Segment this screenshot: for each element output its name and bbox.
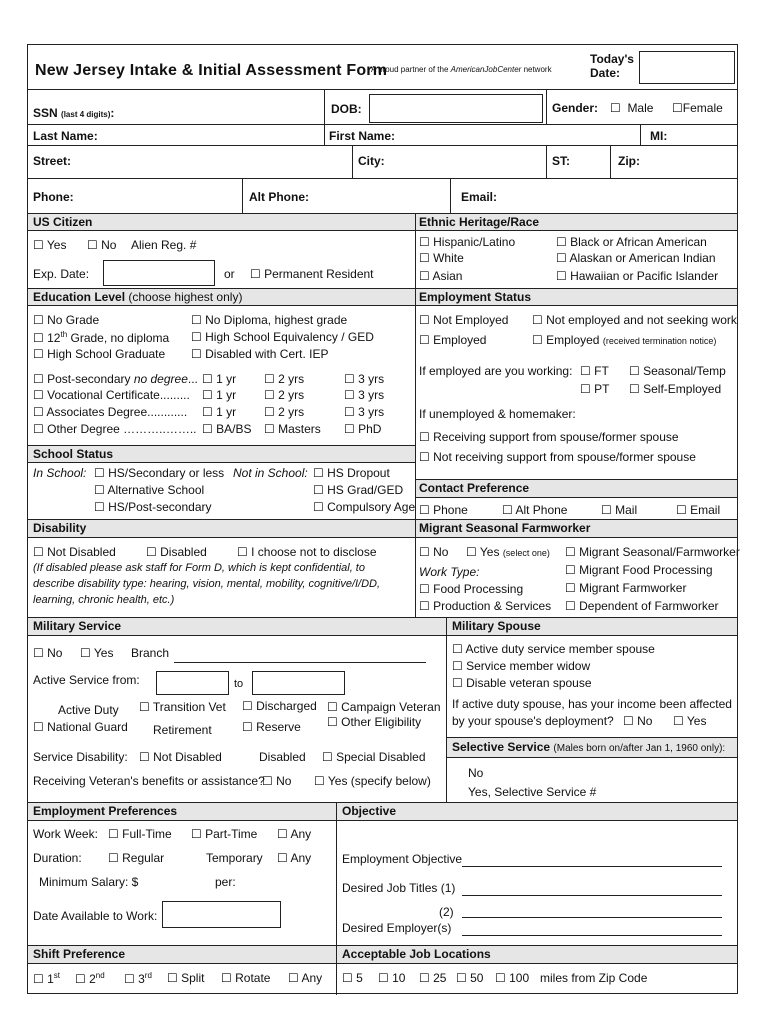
permanent-resident-checkbox[interactable]: ☐ Permanent Resident	[250, 267, 374, 281]
disability-note-1: (If disabled please ask staff for Form D, which is kept confidential, to	[33, 562, 365, 574]
not-in-school-label: Not in School:	[233, 466, 308, 480]
edu-vocational-label: ☐ Vocational Certificate.........	[33, 388, 190, 402]
service-disability-label: Service Disability:	[33, 750, 128, 764]
emp-not-seeking-checkbox[interactable]: ☐ Not employed and not seeking work	[532, 313, 737, 327]
job-title-2-line[interactable]	[462, 917, 722, 918]
mil-special-disabled-checkbox[interactable]: ☐ Special Disabled	[322, 750, 426, 764]
shift-rotate-checkbox[interactable]: ☐ Rotate	[221, 971, 271, 985]
first-name-label: First Name:	[329, 129, 396, 143]
school-compulsory-checkbox[interactable]: ☐ Compulsory Age	[313, 500, 416, 514]
edu-assoc-3yr-checkbox[interactable]: ☐ 3 yrs	[344, 405, 385, 419]
msfw-migrant-farmworker-checkbox[interactable]: ☐ Migrant Farmworker	[565, 581, 687, 595]
branch-line[interactable]	[174, 662, 426, 663]
msfw-no-checkbox[interactable]: ☐ No	[419, 545, 449, 559]
edu-post-2yr-checkbox[interactable]: ☐ 2 yrs	[264, 372, 305, 386]
spouse-active-checkbox[interactable]: ☐ Active duty service member spouse	[452, 642, 655, 656]
active-from-field[interactable]	[156, 671, 229, 695]
american-job-center-logo: AmericanJobCenter	[450, 65, 522, 74]
msfw-food-checkbox[interactable]: ☐ Food Processing	[419, 582, 524, 596]
zip-label: Zip:	[618, 154, 640, 168]
edu-phd-checkbox[interactable]: ☐ PhD	[344, 422, 382, 436]
contact-mail-checkbox[interactable]: ☐ Mail	[601, 503, 638, 517]
if-working-label: If employed are you working:	[419, 364, 573, 378]
dob-field[interactable]	[369, 94, 543, 123]
job-title-1-line[interactable]	[462, 895, 722, 896]
spouse-yes-checkbox[interactable]: ☐ Yes	[673, 714, 707, 728]
job-title-2-label: (2)	[439, 905, 454, 919]
school-hs-post-checkbox[interactable]: ☐ HS/Post-secondary	[94, 500, 212, 514]
selective-header: Selective Service (Males born on/after Jan 1, 1960 only):	[452, 740, 726, 754]
msfw-yes-checkbox[interactable]: ☐ Yes (select one)	[466, 545, 550, 559]
edu-no-diploma-checkbox[interactable]: ☐ No Diploma, highest grade	[191, 313, 348, 327]
mi-label: MI:	[650, 129, 668, 143]
disability-note-2: describe disability type: hearing, vision, mental, mobility, cognitive/I/DD,	[33, 578, 381, 590]
desired-employers-line[interactable]	[462, 935, 722, 936]
school-hs-secondary-checkbox[interactable]: ☐ HS/Secondary or less	[94, 466, 225, 480]
edu-12th-grade-checkbox[interactable]: ☐ 12th Grade, no diploma	[33, 330, 170, 345]
us-citizen-header: US Citizen	[33, 215, 93, 229]
shift-2nd-checkbox[interactable]: ☐ 2nd	[75, 971, 105, 986]
school-header: School Status	[33, 447, 114, 461]
emp-pt-checkbox[interactable]: ☐ PT	[580, 382, 610, 396]
exp-date-label: Exp. Date:	[33, 267, 90, 281]
mil-national-guard-checkbox[interactable]: ☐ National Guard	[33, 720, 128, 734]
mil-transition-checkbox[interactable]: ☐ Transition Vet	[139, 700, 226, 714]
pref-part-time-checkbox[interactable]: ☐ Part-Time	[191, 827, 258, 841]
contact-header: Contact Preference	[419, 481, 530, 495]
edu-voc-2yr-checkbox[interactable]: ☐ 2 yrs	[264, 388, 305, 402]
in-school-label: In School:	[33, 466, 87, 480]
emp-not-employed-checkbox[interactable]: ☐ Not Employed	[419, 313, 509, 327]
emp-self-employed-checkbox[interactable]: ☐ Self-Employed	[629, 382, 722, 396]
edu-babs-checkbox[interactable]: ☐ BA/BS	[202, 422, 252, 436]
todays-date-field[interactable]	[639, 51, 735, 84]
ethnic-asian-checkbox[interactable]: ☐ Asian	[419, 269, 463, 283]
contact-phone-checkbox[interactable]: ☐ Phone	[419, 503, 468, 517]
gender-female-checkbox[interactable]: ☐Female	[672, 101, 723, 115]
disability-note-3: learning, chronic health, etc.)	[33, 594, 175, 606]
loc-100-checkbox[interactable]: ☐ 100	[495, 971, 530, 985]
objective-header: Objective	[342, 804, 397, 818]
ethnic-header: Ethnic Heritage/Race	[419, 215, 540, 229]
form-title: New Jersey Intake & Initial Assessment Form	[35, 62, 388, 79]
date-available-label: Date Available to Work:	[33, 909, 158, 923]
objective-bar	[336, 802, 737, 820]
to-label: to	[234, 678, 244, 690]
edu-assoc-1yr-checkbox[interactable]: ☐ 1 yr	[202, 405, 237, 419]
ethnic-alaskan-checkbox[interactable]: ☐ Alaskan or American Indian	[556, 251, 716, 265]
edu-voc-3yr-checkbox[interactable]: ☐ 3 yrs	[344, 388, 385, 402]
ethnic-hispanic-checkbox[interactable]: ☐ Hispanic/Latino	[419, 235, 516, 249]
todays-date-label: Today's Date:	[590, 52, 634, 80]
contact-alt-phone-checkbox[interactable]: ☐ Alt Phone	[502, 503, 568, 517]
city-label: City:	[358, 154, 385, 168]
dis-choose-not-checkbox[interactable]: ☐ I choose not to disclose	[237, 545, 377, 559]
pref-full-time-checkbox[interactable]: ☐ Full-Time	[108, 827, 172, 841]
mil-discharged-checkbox[interactable]: ☐ Discharged	[242, 699, 317, 713]
emp-pref-header: Employment Preferences	[33, 804, 178, 818]
mil-no-checkbox[interactable]: ☐ No	[33, 646, 63, 660]
spouse-widow-checkbox[interactable]: ☐ Service member widow	[452, 659, 591, 673]
mil-other-eligibility-checkbox[interactable]: ☐ Other Eligibility	[327, 715, 422, 729]
emp-seasonal-checkbox[interactable]: ☐ Seasonal/Temp	[629, 364, 726, 378]
phone-label: Phone:	[33, 190, 74, 204]
msfw-header: Migrant Seasonal Farmworker	[419, 521, 591, 535]
or-label: or	[224, 267, 235, 281]
loc-50-checkbox[interactable]: ☐ 50	[456, 971, 484, 985]
ethnic-white-checkbox[interactable]: ☐ White	[419, 251, 464, 265]
edu-other-label: ☐ Other Degree ………..……..	[33, 422, 197, 436]
ethnic-black-checkbox[interactable]: ☐ Black or African American	[556, 235, 707, 249]
emp-employed-checkbox[interactable]: ☐ Employed	[419, 333, 487, 347]
us-citizen-yes-checkbox[interactable]: ☐ Yes	[33, 238, 67, 252]
vet-benefits-no-checkbox[interactable]: ☐ No	[262, 774, 292, 788]
edu-hs-graduate-checkbox[interactable]: ☐ High School Graduate	[33, 347, 166, 361]
mil-campaign-checkbox[interactable]: ☐ Campaign Veteran	[327, 700, 441, 714]
edu-assoc-2yr-checkbox[interactable]: ☐ 2 yrs	[264, 405, 305, 419]
exp-date-field[interactable]	[103, 260, 215, 286]
mil-yes-checkbox[interactable]: ☐ Yes	[80, 646, 114, 660]
edu-post-1yr-checkbox[interactable]: ☐ 1 yr	[202, 372, 237, 386]
veteran-benefits-label: Receiving Veteran's benefits or assistance?	[33, 774, 265, 788]
shift-header: Shift Preference	[33, 947, 126, 961]
spouse-header: Military Spouse	[452, 619, 541, 633]
selective-no-option[interactable]: No	[468, 766, 484, 780]
alt-phone-label: Alt Phone:	[249, 190, 309, 204]
contact-email-checkbox[interactable]: ☐ Email	[676, 503, 721, 517]
ssn-label: SSN (last 4 digits):	[33, 106, 115, 120]
per-label: per:	[215, 875, 236, 889]
ethnic-hawaiian-checkbox[interactable]: ☐ Hawaiian or Pacific Islander	[556, 269, 719, 283]
spouse-no-checkbox[interactable]: ☐ No	[623, 714, 653, 728]
street-label: Street:	[33, 154, 72, 168]
active-from-label: Active Service from:	[33, 673, 140, 687]
job-titles-label: Desired Job Titles (1)	[342, 881, 456, 895]
selective-yes-option[interactable]: Yes, Selective Service #	[468, 785, 597, 799]
dob-label: DOB:	[331, 102, 362, 116]
loc-25-checkbox[interactable]: ☐ 25	[419, 971, 447, 985]
emp-not-receiving-support-checkbox[interactable]: ☐ Not receiving support from spouse/former spouse	[419, 450, 696, 464]
mil-reserve-checkbox[interactable]: ☐ Reserve	[242, 720, 301, 734]
disability-header: Disability	[33, 521, 87, 535]
last-name-label: Last Name:	[33, 129, 98, 143]
email-label: Email:	[461, 190, 498, 204]
branch-label: Branch	[131, 646, 170, 660]
spouse-question-1: If active duty spouse, has your income been affected	[452, 697, 732, 711]
loc-10-checkbox[interactable]: ☐ 10	[378, 971, 406, 985]
edu-associates-label: ☐ Associates Degree............	[33, 405, 188, 419]
vet-benefits-yes-checkbox[interactable]: ☐ Yes (specify below)	[314, 774, 431, 788]
retirement-label: Retirement	[153, 723, 212, 737]
emp-employed-termination-checkbox[interactable]: ☐ Employed (received termination notice)	[532, 333, 717, 347]
shift-split-checkbox[interactable]: ☐ Split	[167, 971, 205, 985]
loc-5-checkbox[interactable]: ☐ 5	[342, 971, 363, 985]
edu-post-3yr-checkbox[interactable]: ☐ 3 yrs	[344, 372, 385, 386]
dis-not-disabled-checkbox[interactable]: ☐ Not Disabled	[33, 545, 116, 559]
min-salary-label: Minimum Salary: $	[39, 875, 139, 889]
shift-any-checkbox[interactable]: ☐ Any	[288, 971, 323, 985]
desired-employers-label: Desired Employer(s)	[342, 921, 452, 935]
edu-disabled-cert-checkbox[interactable]: ☐ Disabled with Cert. IEP	[191, 347, 329, 361]
temporary-label: Temporary	[206, 851, 263, 865]
msfw-production-checkbox[interactable]: ☐ Production & Services	[419, 599, 552, 613]
emp-ft-checkbox[interactable]: ☐ FT	[580, 364, 609, 378]
partner-text: A proud partner of the AmericanJobCenter network	[371, 65, 552, 74]
emp-objective-label: Employment Objective	[342, 852, 463, 866]
mil-disabled-label: Disabled	[259, 750, 306, 764]
shift-3rd-checkbox[interactable]: ☐ 3rd	[124, 971, 152, 986]
military-header: Military Service	[33, 619, 122, 633]
edu-masters-checkbox[interactable]: ☐ Masters	[264, 422, 321, 436]
shift-1st-checkbox[interactable]: ☐ 1st	[33, 971, 61, 986]
st-label: ST:	[552, 154, 570, 168]
emp-receiving-support-checkbox[interactable]: ☐ Receiving support from spouse/former spouse	[419, 430, 679, 444]
loc-suffix-label: miles from Zip Code	[540, 971, 648, 985]
edu-post-secondary-label: ☐ Post-secondary no degree...	[33, 372, 198, 386]
mil-not-disabled-checkbox[interactable]: ☐ Not Disabled	[139, 750, 222, 764]
if-unemployed-label: If unemployed & homemaker:	[419, 407, 576, 421]
date-available-field[interactable]	[162, 901, 281, 928]
employment-status-header: Employment Status	[419, 290, 532, 304]
school-alternative-checkbox[interactable]: ☐ Alternative School	[94, 483, 205, 497]
intake-form	[27, 44, 738, 994]
school-dropout-checkbox[interactable]: ☐ HS Dropout	[313, 466, 390, 480]
msfw-migrant-seasonal-checkbox[interactable]: ☐ Migrant Seasonal/Farmworker	[565, 545, 740, 559]
gender-label: Gender:	[552, 101, 599, 115]
spouse-disable-vet-checkbox[interactable]: ☐ Disable veteran spouse	[452, 676, 592, 690]
edu-voc-1yr-checkbox[interactable]: ☐ 1 yr	[202, 388, 237, 402]
spouse-question-2: by your spouse's deployment?	[452, 714, 614, 728]
education-header: Education Level (choose highest only)	[33, 290, 243, 304]
dis-disabled-checkbox[interactable]: ☐ Disabled	[146, 545, 207, 559]
active-duty-label: Active Duty	[58, 703, 119, 717]
emp-objective-line[interactable]	[462, 866, 722, 867]
work-week-label: Work Week:	[33, 827, 98, 841]
edu-hs-equivalency-checkbox[interactable]: ☐ High School Equivalency / GED	[191, 330, 374, 344]
msfw-migrant-food-checkbox[interactable]: ☐ Migrant Food Processing	[565, 563, 713, 577]
pref-regular-checkbox[interactable]: ☐ Regular	[108, 851, 165, 865]
active-to-field[interactable]	[252, 671, 345, 695]
msfw-dependent-checkbox[interactable]: ☐ Dependent of Farmworker	[565, 599, 719, 613]
us-citizen-no-checkbox[interactable]: ☐ No	[87, 238, 117, 252]
gender-male-checkbox[interactable]: ☐ Male	[610, 101, 654, 115]
pref-week-any-checkbox[interactable]: ☐ Any	[277, 827, 312, 841]
work-type-label: Work Type:	[419, 565, 480, 579]
edu-no-grade-checkbox[interactable]: ☐ No Grade	[33, 313, 100, 327]
duration-label: Duration:	[33, 851, 82, 865]
school-grad-ged-checkbox[interactable]: ☐ HS Grad/GED	[313, 483, 404, 497]
pref-duration-any-checkbox[interactable]: ☐ Any	[277, 851, 312, 865]
alien-reg-label: Alien Reg. #	[131, 238, 197, 252]
locations-header: Acceptable Job Locations	[342, 947, 491, 961]
